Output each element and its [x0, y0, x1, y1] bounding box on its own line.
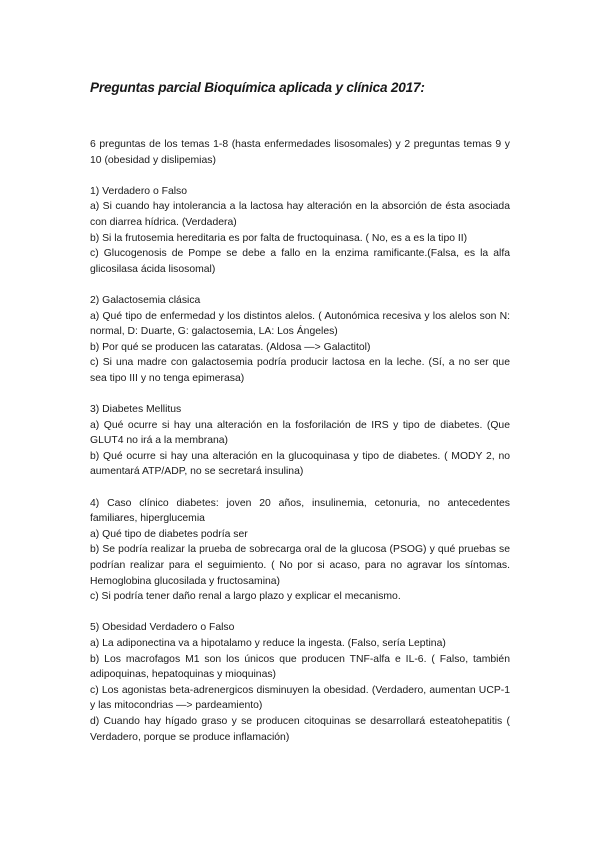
question-heading: 4) Caso clínico diabetes: joven 20 años, insulinemia, cetonuria, no antecedentes familiares, hiperglucemia — [90, 497, 510, 525]
question-item: a) Qué tipo de enfermedad y los distintos alelos. ( Autonómica recesiva y los alelos son N: normal, D: Duarte, G: galactosemia, LA: Los Ángeles) — [90, 310, 510, 338]
question-item: b) Se podría realizar la prueba de sobrecarga oral de la glucosa (PSOG) y qué pruebas se podrían realizar para el seguimiento. ( No por si acaso, para no agravar los síntomas. Hemoglobina glucosilada y fructosamina) — [90, 544, 510, 587]
question-4 — [90, 496, 510, 605]
question-2 — [90, 293, 510, 387]
question-item: d) Cuando hay hígado graso y se producen citoquinas se desarrollará esteatohepatitis ( Verdadero, porque se produce inflamación) — [90, 715, 510, 743]
question-item: b) Qué ocurre si hay una alteración en la glucoquinasa y tipo de diabetes. ( MODY 2, no aumentará ATP/ADP, no se secretará insulina) — [90, 450, 510, 478]
question-item: a) La adiponectina va a hipotalamo y reduce la ingesta. (Falso, sería Leptina) — [90, 638, 446, 649]
question-5 — [90, 620, 510, 745]
question-heading: 5) Obesidad Verdadero o Falso — [90, 622, 235, 634]
question-item: b) Si la frutosemia hereditaria es por falta de fructoquinasa. ( No, es a es la tipo II) — [90, 232, 468, 244]
question-item: a) Qué ocurre si hay una alteración en la fosforilación de IRS y tipo de diabetes. (Que GLUT4 no irá a la membrana) — [90, 419, 510, 447]
question-heading: 1) Verdadero o Falso — [90, 185, 188, 197]
question-item: c) Los agonistas beta-adrenergicos disminuyen la obesidad. (Verdadero, aumentan UCP-1 y las mitocondrias —> pardeamiento) — [90, 684, 510, 712]
page-title: Preguntas parcial Bioquímica aplicada y clínica 2017: — [90, 80, 425, 95]
question-item: b) Los macrofagos M1 son los únicos que producen TNF-alfa e IL-6. ( Falso, también adipoquinas, hepatoquinas y mioquinas) — [90, 653, 510, 681]
question-3 — [90, 402, 510, 480]
question-item: a) Qué tipo de diabetes podría ser — [90, 528, 248, 540]
question-1 — [90, 184, 510, 278]
question-item: b) Por qué se producen las cataratas. (Aldosa —> Galactitol) — [90, 341, 371, 353]
question-item: c) Glucogenosis de Pompe se debe a fallo en la enzima ramificante.(Falsa, es la alfa glicosilasa ácida lisosomal) — [90, 248, 510, 275]
question-item: c) Si podría tener daño renal a largo plazo y explicar el mecanismo. — [90, 591, 401, 603]
document-body — [90, 137, 510, 761]
question-item: c) Si una madre con galactosemia podría producir lactosa en la leche. (Sí, a no ser que sea tipo III y no tenga epimerasa) — [90, 357, 510, 384]
question-heading: 3) Diabetes Mellitus — [90, 404, 182, 416]
question-heading: 2) Galactosemia clásica — [90, 294, 201, 306]
intro-paragraph: 6 preguntas de los temas 1-8 (hasta enfermedades lisosomales) y 2 preguntas temas 9 y 10 (obesidad y dislipemias) — [90, 139, 510, 166]
question-item: a) Si cuando hay intolerancia a la lactosa hay alteración en la absorción de ésta asociada con diarrea hídrica. (Verdadera) — [90, 201, 510, 228]
